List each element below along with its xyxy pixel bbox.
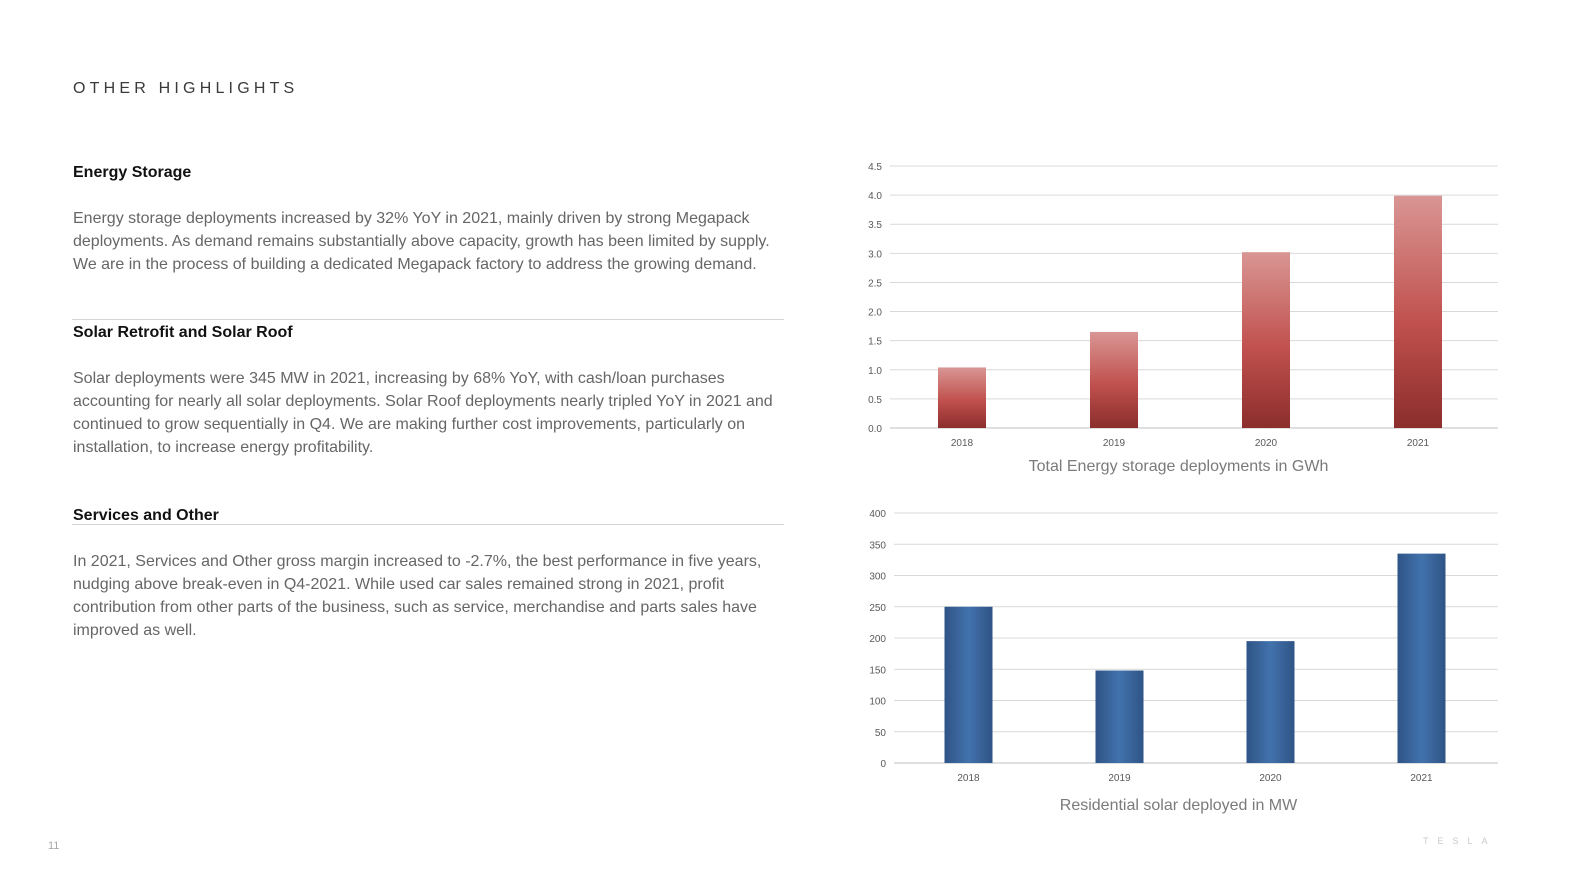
solar-paragraph: Solar deployments were 345 MW in 2021, increasing by 68% YoY, with cash/loan purchases accounting for nearly all solar deployments. Solar Roof deployments nearly tripled YoY in 2021 and continued to grow sequentially in Q4. We are making further cost improvements, particularly on installation, to increase energy profitability. (73, 370, 773, 456)
y-tick-label: 50 (874, 727, 886, 739)
bar-2020 (1247, 641, 1295, 763)
y-tick-label: 0.5 (868, 394, 882, 406)
x-tick-label: 2019 (1108, 773, 1131, 784)
y-tick-label: 100 (869, 696, 886, 708)
x-tick-label: 2020 (1254, 438, 1278, 449)
y-tick-label: 2.5 (868, 278, 882, 290)
y-tick-label: 1.0 (868, 365, 882, 377)
y-tick-label: 2.0 (868, 307, 882, 319)
bar-2019 (1096, 671, 1144, 764)
y-tick-label: 4.5 (868, 162, 882, 173)
y-tick-label: 250 (869, 602, 886, 614)
y-tick-label: 300 (869, 571, 886, 583)
brand-logo: TESLA (1423, 836, 1497, 846)
bar-2018 (938, 367, 986, 428)
energy-storage-paragraph: Energy storage deployments increased by 32% YoY in 2021, mainly driven by strong Megapack deployments. As demand remains substantially above capacity, growth has been limited by supply. We are in the process of building a dedicated Megapack factory to address the growing demand. (73, 210, 770, 273)
y-tick-label: 400 (869, 509, 886, 520)
x-tick-label: 2020 (1259, 773, 1282, 784)
x-tick-label: 2021 (1406, 438, 1430, 449)
x-tick-label: 2021 (1410, 773, 1433, 784)
services-heading: Services and Other (73, 507, 219, 524)
y-tick-label: 3.5 (868, 220, 882, 232)
y-tick-label: 0 (880, 759, 886, 770)
bar-2021 (1398, 554, 1446, 763)
y-tick-label: 1.5 (868, 336, 882, 348)
energy-storage-heading: Energy Storage (73, 164, 192, 181)
divider (72, 319, 784, 320)
x-tick-label: 2018 (950, 438, 974, 449)
y-tick-label: 0.0 (868, 424, 882, 435)
bar-2019 (1090, 332, 1138, 428)
x-tick-label: 2018 (957, 773, 980, 784)
y-tick-label: 200 (869, 634, 886, 645)
y-tick-label: 150 (869, 665, 886, 677)
bar-2020 (1242, 252, 1290, 428)
residential-solar-chart (850, 500, 1510, 790)
energy-storage-chart (850, 150, 1510, 460)
divider (72, 524, 784, 525)
residential-solar-chart-title: Residential solar deployed in MW (1059, 797, 1298, 814)
services-paragraph: In 2021, Services and Other gross margin increased to -2.7%, the best performance in five years, nudging above break-even in Q4-2021. While used car sales remained strong in 2021, profit contribution from other parts of the business, such as service, merchandise and parts sales have improved as well. (73, 553, 762, 639)
y-tick-label: 350 (869, 540, 886, 552)
page-title: OTHER HIGHLIGHTS (73, 80, 299, 97)
x-tick-label: 2019 (1102, 438, 1126, 449)
y-tick-label: 4.0 (868, 191, 882, 203)
bar-2021 (1394, 196, 1442, 428)
y-tick-label: 3.0 (868, 249, 882, 261)
page-number: 11 (48, 840, 60, 852)
energy-storage-chart-title: Total Energy storage deployments in GWh (1028, 458, 1329, 475)
bar-2018 (945, 607, 993, 763)
solar-heading: Solar Retrofit and Solar Roof (73, 324, 293, 341)
